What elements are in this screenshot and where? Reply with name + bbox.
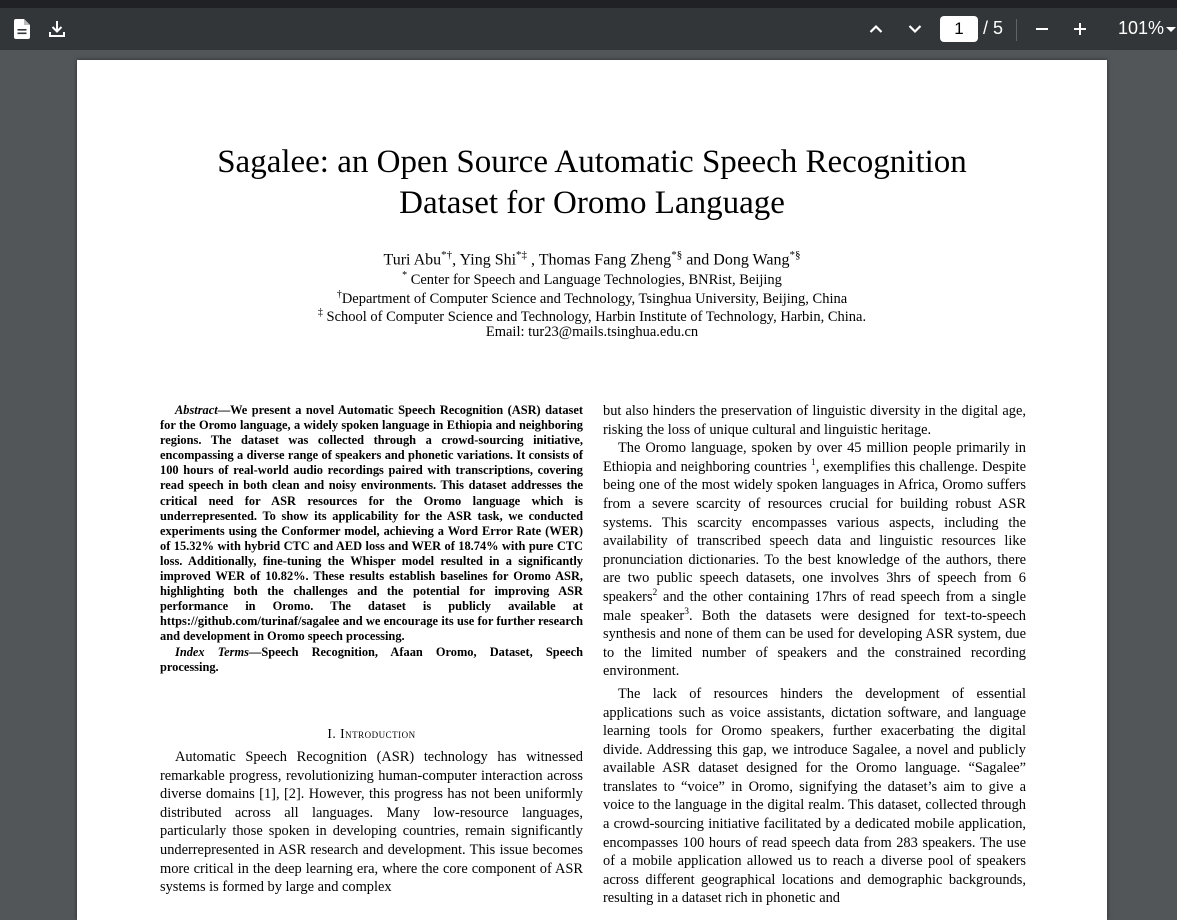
paragraph-text: , exemplifies this challenge. Despite being one of the most widely spoken languages in Africa, Oromo suffers from a severe scarcity of resources crucial for building robust ASR systems. This scarcity encompasses various aspects, including the availability of transcribed speech data and linguistic resources like pronunciation dictionaries. To the best knowledge of the authors, there are two public speech datasets, one involves 3hrs of speech from 6 speakers [603, 458, 1026, 605]
download-icon[interactable] [46, 18, 68, 40]
paragraph-text: The Oromo language, spoken by over 45 million people primarily in Ethiopia and neighboring countries [603, 440, 1026, 475]
zoom-in-icon [1073, 22, 1087, 36]
abstract-text: —We present a novel Automatic Speech Recognition (ASR) dataset for the Oromo language, a widely spoken language in Ethiopia and neighboring regions. The dataset was collected through a crowd-sourcing initiative, encompassing a diverse range of speakers and phonetic variations. It consists of 100 hours of real-world audio recordings paired with transcriptions, covering read speech in both clean and noisy environments. This dataset addresses the critical need for ASR resources for the Oromo language which is underrepresented. To show its applicability for the ASR task, we conducted experiments using the Conformer model, achieving a Word Error Rate (WER) of 15.32% with hybrid CTC and AED loss and WER of 18.74% with pure CTC loss. Additionally, fine-tuning the Whisper model resulted in a significantly improved WER of 10.82%. These results establish baselines for Oromo ASR, highlighting both the challenges and the potential for improving ASR performance in Oromo. The dataset is publicly available at https://github.com/turinaf/sagalee and we encourage its use for further research and development in Oromo speech processing. [160, 403, 583, 644]
intro-paragraph-1: Automatic Speech Recognition (ASR) technology has witnessed remarkable progress, revolutionizing human-computer interaction across diverse domains [1], [2]. However, this progress has not been uniformly distributed across all languages. Many low-resource languages, particularly those spoken in developing countries, remain significantly underrepresented in ASR research and development. This issue becomes more critical in the deep learning era, where the core component of ASR systems is formed by large and complex [160, 749, 583, 896]
right-paragraph-0: but also hinders the preservation of linguistic diversity in the digital age, risking the loss of unique cultural and linguistic heritage. [603, 403, 1026, 438]
affiliation-text: School of Computer Science and Technology, Harbin Institute of Technology, Harbin, China. [322, 308, 867, 325]
footnote-marker[interactable]: 2 [652, 588, 658, 599]
right-column [603, 402, 1026, 908]
introduction-left-column [160, 748, 583, 897]
zoom-in-button[interactable] [1067, 17, 1093, 41]
affiliation-mark: † [336, 289, 342, 300]
section-heading [160, 726, 583, 742]
author-name: and Dong Wang [682, 251, 790, 269]
right-paragraph-2: The lack of resources hinders the development of essential applications such as voice assistants, dictation software, and language learning tools for Oromo speakers, further exacerbating the digital divide. Addressing this gap, we introduce Sagalee, a novel and publicly available ASR dataset designed for the Oromo language. “Sagalee” translates to “voice” in Oromo, signifying the dataset’s aim to give a voice to the language in the digital realm. This dataset, collected through a crowd-sourcing initiative facilitated by a dedicated mobile application, encompasses 100 hours of read speech data from 283 speakers. The use of a mobile application allowed us to reach a diverse pool of speakers across different geographical locations and demographic backgrounds, resulting in a dataset rich in phonetic and [603, 685, 1026, 907]
chevron-up-icon [869, 24, 883, 34]
abstract-label: Abstract [175, 403, 218, 417]
title-line-2: Dataset for Oromo Language [399, 185, 785, 221]
paragraph-text: and the other containing 17hrs of read speech from a single male speaker [603, 588, 1026, 624]
footnote-marker[interactable]: 3 [684, 606, 689, 617]
affiliation-text: Department of Computer Science and Technology, Tsinghua University, Beijing, China [341, 290, 848, 307]
index-terms [160, 645, 583, 675]
author-marks: *§ [789, 249, 801, 261]
author-name: , Ying Shi [452, 251, 517, 269]
author-marks: *§ [671, 249, 683, 261]
zoom-level[interactable]: 101% [1118, 18, 1165, 38]
toolbar-divider [1016, 19, 1017, 41]
abstract-paragraph [160, 403, 583, 645]
zoom-out-button[interactable] [1029, 17, 1055, 41]
author-marks: *‡ [516, 249, 528, 261]
page-total: / 5 [983, 18, 1004, 38]
page-number-input[interactable]: 1 [940, 16, 978, 42]
author-name: Turi Abu [383, 251, 442, 269]
paragraph-text: . Both the datasets were designed for text-to-speech synthesis and none of them can be used for developing ASR system, due to the limited number of speakers and the constrained recording environment. [603, 607, 1026, 680]
author-name: , Thomas Fang Zheng [527, 251, 672, 269]
footnote-marker[interactable]: 1 [810, 457, 816, 468]
document-icon[interactable] [11, 18, 33, 40]
right-paragraph-1 [603, 439, 1026, 681]
affiliation-mark: * [402, 270, 408, 281]
zoom-out-icon [1035, 22, 1049, 36]
zoom-dropdown-caret-icon[interactable] [1166, 27, 1176, 32]
previous-page-button[interactable] [863, 17, 889, 41]
section-number: I. [327, 726, 341, 741]
affiliation-mark: ‡ [317, 307, 323, 318]
next-page-button[interactable] [902, 17, 928, 41]
author-email: Email: tur23@mails.tsinghua.edu.cn [485, 324, 699, 340]
abstract [160, 403, 583, 675]
index-terms-label: Index Terms [175, 644, 249, 659]
paper-title [77, 142, 1107, 224]
window-top-strip [0, 0, 1177, 8]
author-list [77, 246, 1107, 269]
pdf-toolbar [0, 8, 1177, 50]
title-line-1: Sagalee: an Open Source Automatic Speech Recognition [217, 144, 967, 180]
chevron-down-icon [908, 24, 922, 34]
author-marks: *† [441, 249, 453, 261]
affiliation-text: Center for Speech and Language Technologies, BNRist, Beijing [407, 271, 782, 288]
index-terms-text: —Speech Recognition, Afaan Oromo, Dataset, Speech processing. [160, 644, 583, 674]
pdf-page [77, 60, 1107, 920]
section-title: Introduction [340, 726, 416, 741]
